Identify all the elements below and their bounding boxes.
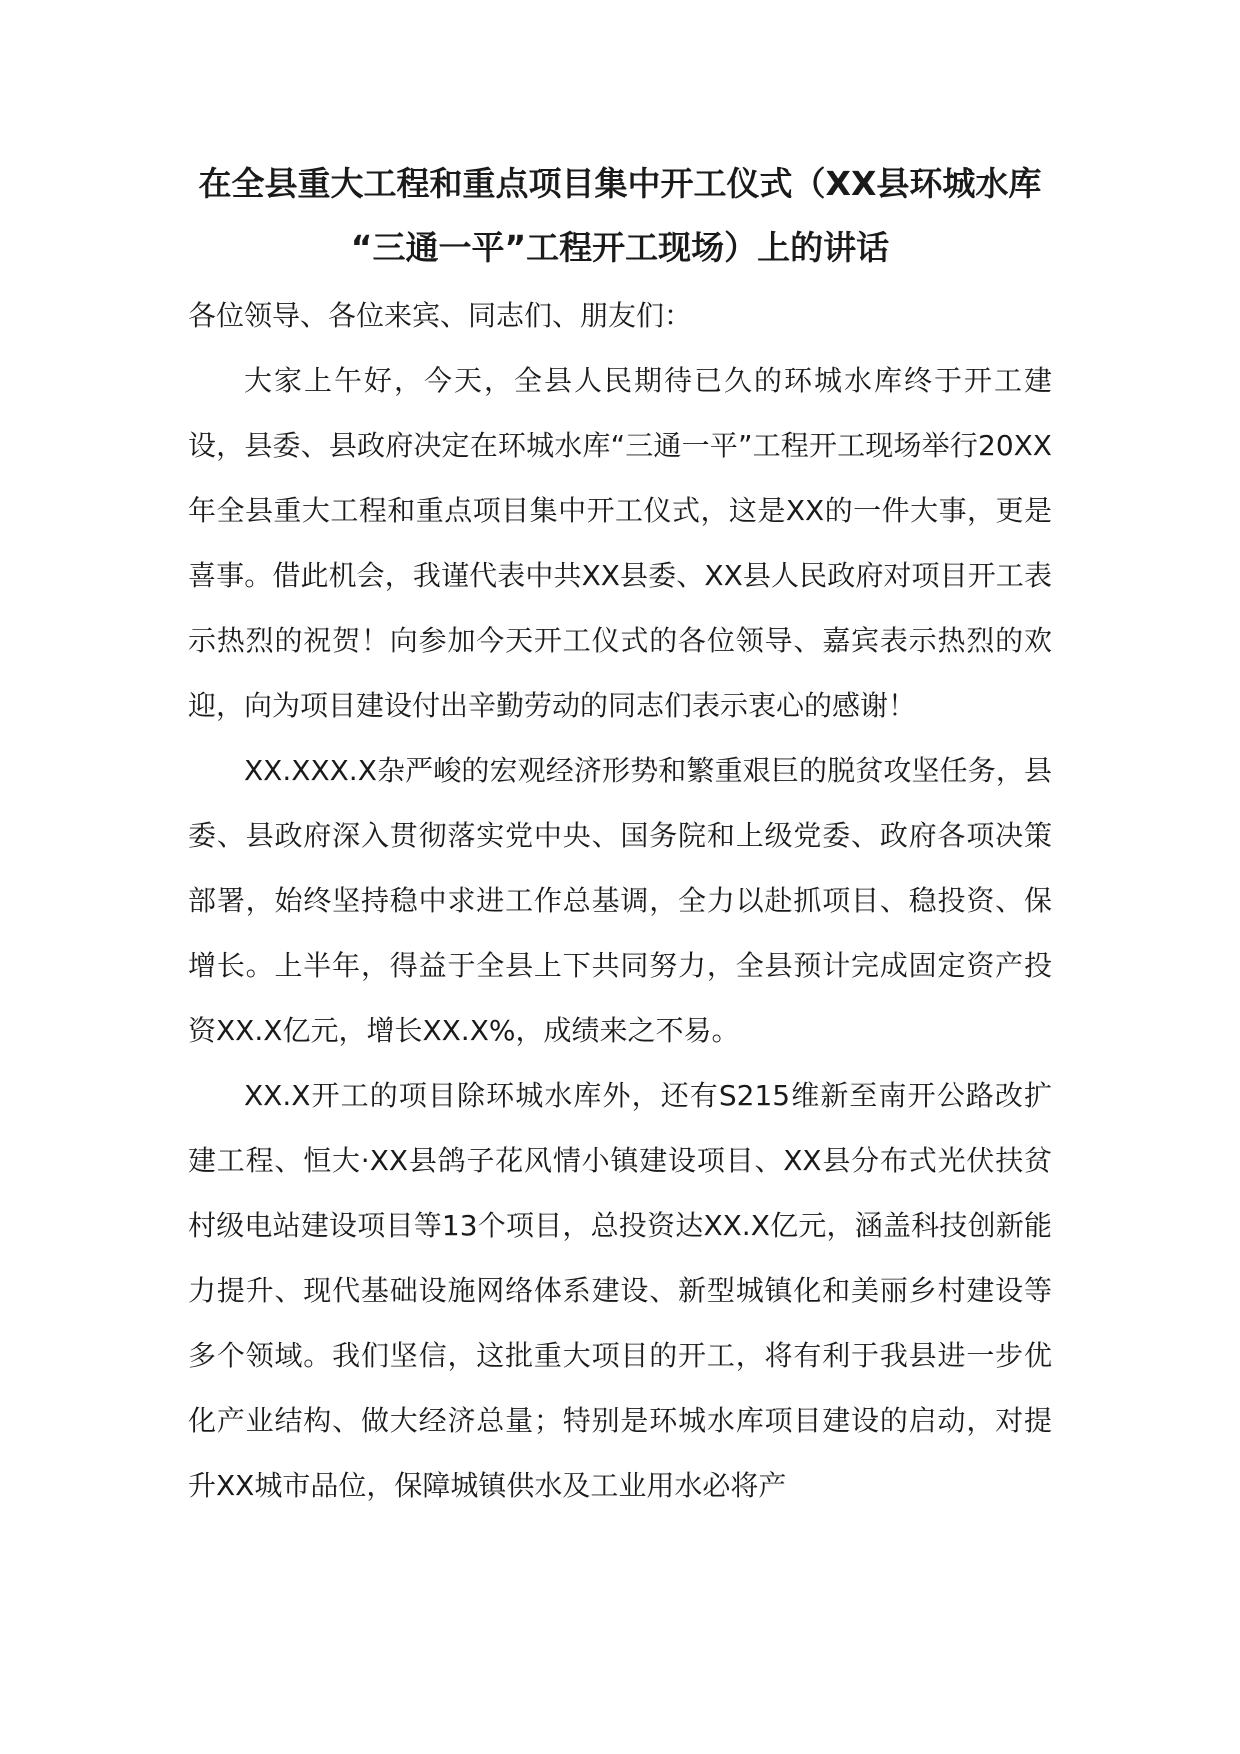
paragraph-2: XX.XXX.X杂严峻的宏观经济形势和繁重艰巨的脱贫攻坚任务，县委、县政府深入贯彻落实党中央、国务院和上级党委、政府各项决策部署，始终坚持稳中求进工作总基调，全力以赴抓项目、稳投资、保增长。上半年，得益于全县上下共同努力，全县预计完成固定资产投资XX.X亿元，增长XX.X%，成绩来之不易。 bbox=[188, 754, 1052, 1047]
document-page bbox=[188, 152, 1052, 1518]
paragraph-1: 大家上午好，今天，全县人民期待已久的环城水库终于开工建设，县委、县政府决定在环城水库“三通一平”工程开工现场举行20XX年全县重大工程和重点项目集中开工仪式，这是XX的一件大事，更是喜事。借此机会，我谨代表中共XX县委、XX县人民政府对项目开工表示热烈的祝贺！向参加今天开工仪式的各位领导、嘉宾表示热烈的欢迎，向为项目建设付出辛勤劳动的同志们表示衷心的感谢！ bbox=[188, 364, 1052, 722]
document-title: 在全县重大工程和重点项目集中开工仪式（XX县环城水库 “三通一平”工程开工现场）上的讲话 bbox=[198, 164, 1042, 267]
paragraph-3: XX.X开工的项目除环城水库外，还有S215维新至南开公路改扩建工程、恒大·XX县鸽子花风情小镇建设项目、XX县分布式光伏扶贫村级电站建设项目等13个项目，总投资达XX.X亿元，涵盖科技创新能力提升、现代基础设施网络体系建设、新型城镇化和美丽乡村建设等多个领域。我们坚信，这批重大项目的开工，将有利于我县进一步优化产业结构、做大经济总量；特别是环城水库项目建设的启动，对提升XX城市品位，保障城镇供水及工业用水必将产 bbox=[188, 1079, 1052, 1502]
salutation: 各位领导、各位来宾、同志们、朋友们： bbox=[188, 299, 693, 332]
